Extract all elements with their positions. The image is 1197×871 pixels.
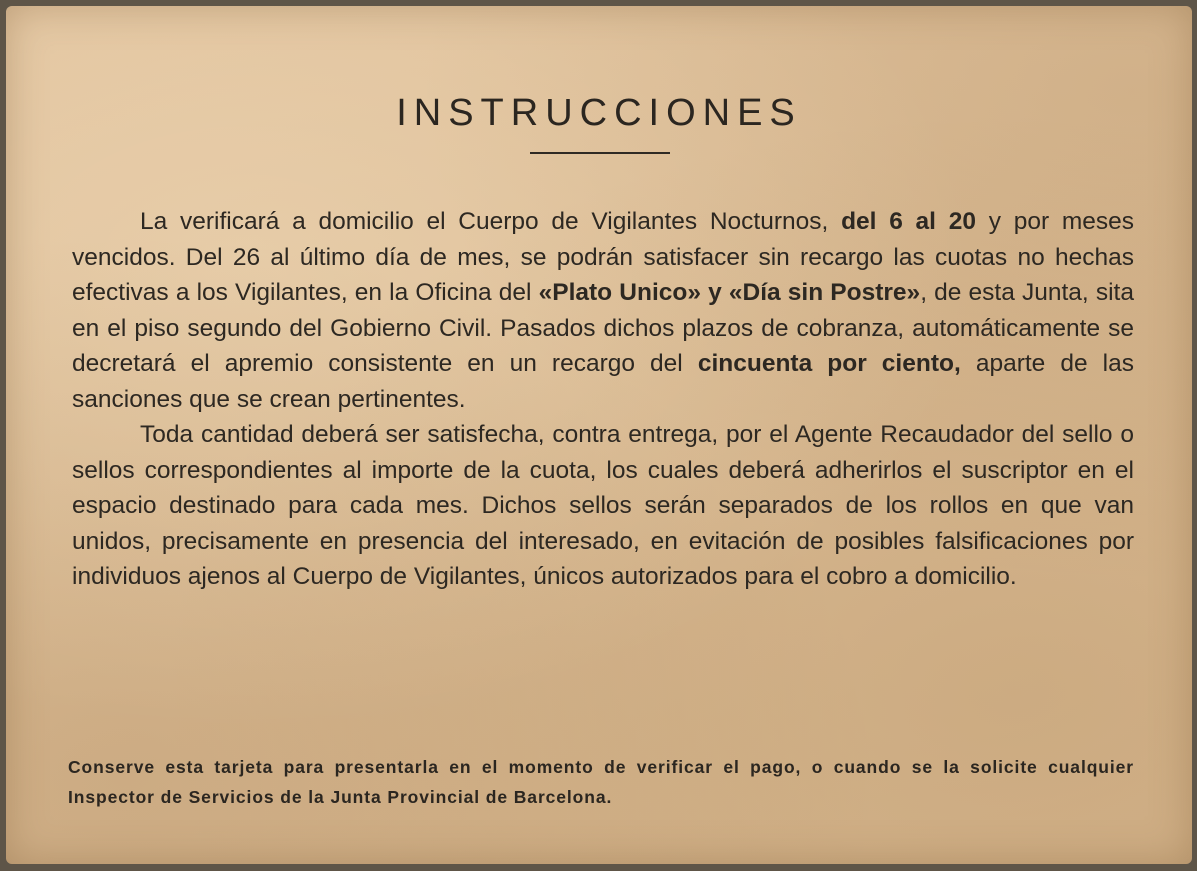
paragraph-stamps: Toda cantidad deberá ser satisfecha, contra entrega, por el Agente Recaudador del sello o sellos correspondientes al importe de la cuota, los cuales deberá adherirlos el suscriptor en el espacio destinado para cada mes. Dichos sellos serán separados de los rollos en que van unidos, precisamente en presencia del interesado, en evitación de posibles falsificaciones por individuos ajenos al Cuerpo de Vigilantes, únicos autorizados para el cobro a domicilio. [72,421,1134,590]
title-underline [530,152,670,154]
instruction-card [6,6,1192,864]
footer-note: Conserve esta tarjeta para presentarla en el momento de verificar el pago, o cuando se la solicite cualquier Inspector de Servicios de la Junta Provincial de Barcelona. [68,757,1134,807]
card-title: INSTRUCCIONES [396,92,802,134]
paragraph1-text-4: aparte de las sanciones que se crean pertinentes. [72,350,1134,413]
paragraph1-bold-dates: del 6 al 20 [841,208,976,235]
paragraph-payment-schedule [72,204,1134,417]
paragraph1-bold-office: «Plato Unico» y «Día sin Postre» [538,279,921,306]
paragraph1-bold-surcharge: cincuenta por ciento, [697,350,961,377]
paragraph1-text-1: La verificará a domicilio el Cuerpo de Vigilantes Nocturnos, [140,208,842,235]
paragraph1-text-3: , de esta Junta, sita en el piso segundo del Gobierno Civil. Pasados dichos plazos de cobranza, automáticamente se decretará el apremio consistente en un recargo del [72,279,1134,377]
paragraph1-text-2: y por meses vencidos. Del 26 al último día de mes, se podrán satisfacer sin recargo las cuotas no hechas efectivas a los Vigilantes, en la Oficina del [72,208,1134,306]
instructions-body [72,204,1134,595]
